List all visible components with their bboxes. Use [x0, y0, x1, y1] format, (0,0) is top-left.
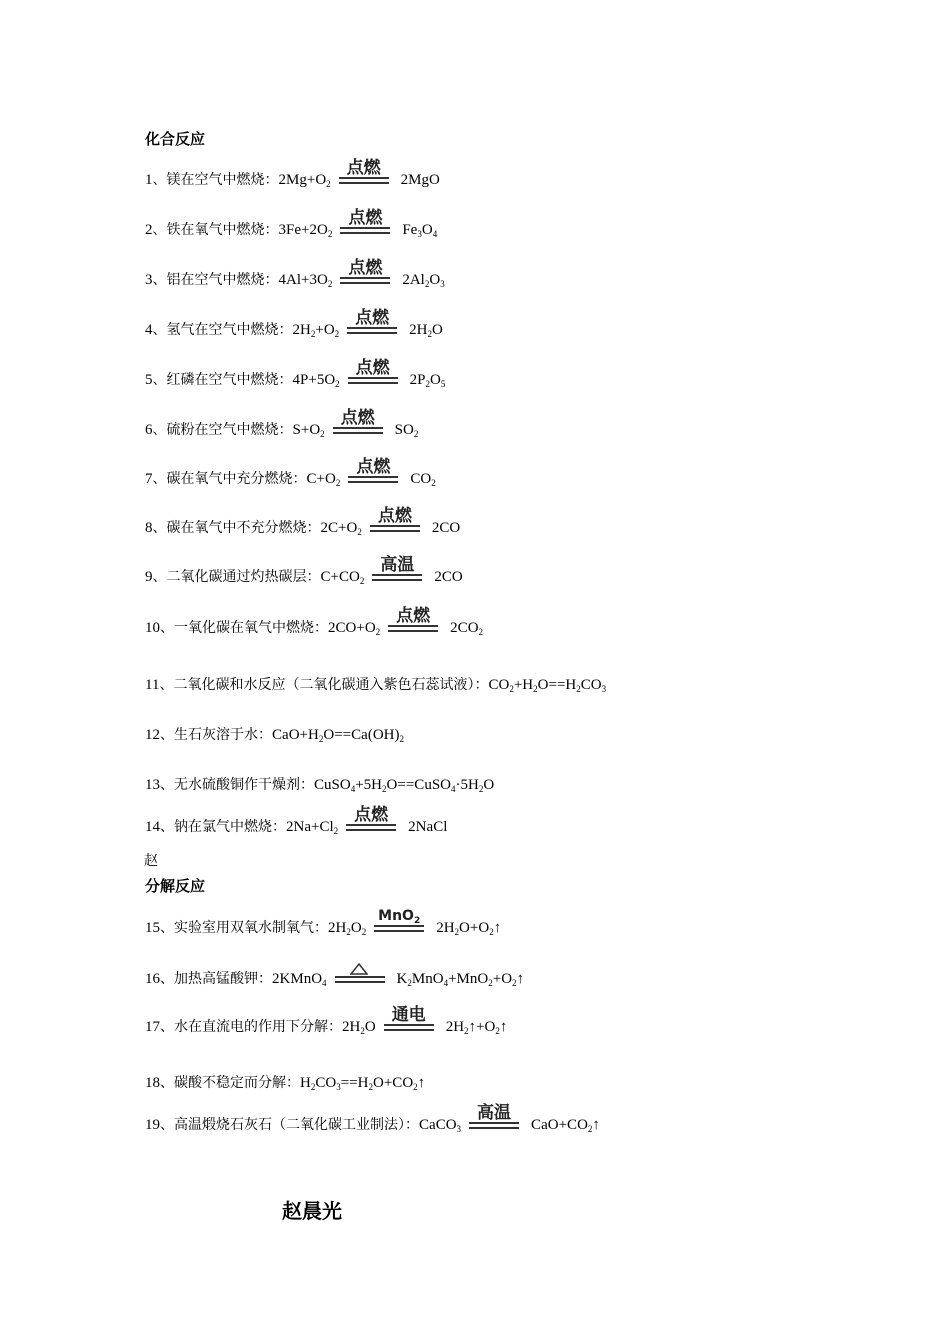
- equation-description: 铁在氧气中燃烧：: [166, 222, 279, 238]
- equation-reactants: $CaO+H_2O==Ca(OH)_2$: [272, 727, 404, 744]
- equation-line: 8、碳在氧气中不充分燃烧：$2C+O_2$ 点燃 2CO: [145, 506, 461, 537]
- equals-bars: [370, 525, 420, 532]
- equation-reactants: $S+O_2$: [292, 422, 325, 439]
- equation-line: 14、钠在氯气中燃烧：$2Na+Cl_2$ 点燃 2NaCl: [145, 805, 448, 836]
- condition-label: 点燃: [348, 208, 383, 228]
- combination-heading: 化合反应: [145, 130, 206, 148]
- equation-number: 14: [145, 819, 160, 835]
- equals-bars: [348, 377, 398, 384]
- equation-line: 13、无水硫酸铜作干燥剂：$CuSO_4+5H_2O==CuSO_4\cdot 5H_2O$: [145, 777, 495, 794]
- equation-reactants: $2Na+Cl_2$: [286, 819, 339, 836]
- equation-line: 18、碳酸不稳定而分解：$H_2CO_3==H_2O+CO_2↑$: [145, 1075, 426, 1092]
- condition-label: 通电: [391, 1005, 426, 1025]
- equation-line: 11、二氧化碳和水反应（二氧化碳通入紫色石蕊试液）：$CO_2+H_2O==H_2CO_3$: [145, 677, 607, 694]
- equation-description: 氢气在空气中燃烧：: [166, 322, 293, 338]
- equation-description: 硫粉在空气中燃烧：: [166, 422, 293, 438]
- condition-label: 点燃: [348, 258, 383, 278]
- equation-reactants: $2H_2+O_2$: [292, 322, 340, 339]
- equals-bars: [388, 625, 438, 632]
- equals-bars: [346, 824, 396, 831]
- reaction-condition: [467, 1103, 521, 1135]
- equation-description: 实验室用双氧水制氧气：: [174, 920, 328, 936]
- equation-line: 7、碳在氧气中充分燃烧：$C+O_2$ 点燃 $CO_2$: [145, 457, 436, 488]
- equals-bars: [340, 277, 390, 284]
- equation-description: 镁在空气中燃烧：: [166, 172, 279, 188]
- condition-label: 点燃: [346, 158, 381, 178]
- equation-reactants: $2Mg+O_2$: [278, 172, 331, 189]
- equation-number: 4: [145, 322, 153, 338]
- equation-description: 无水硫酸铜作干燥剂：: [174, 777, 314, 793]
- equation-line: 3、铝在空气中燃烧：$4Al+3O_2$ 点燃 $2Al_2O_3$: [145, 258, 445, 289]
- equation-reactants: CaCO$_3$: [419, 1117, 462, 1134]
- equation-number: 2: [145, 222, 153, 238]
- condition-label: 点燃: [396, 606, 431, 626]
- reaction-condition: [338, 258, 392, 290]
- equation-products: 2MgO: [400, 172, 440, 188]
- equation-description: 碳酸不稳定而分解：: [174, 1075, 300, 1091]
- equation-line: 16、加热高锰酸钾：2KMnO$_4$ $K_2MnO_4+MnO_2+O_2↑$: [145, 969, 524, 989]
- equation-products: $CaO+CO_2↑$: [531, 1117, 600, 1134]
- equation-number: 1: [145, 172, 153, 188]
- equals-bars: [340, 227, 390, 234]
- reaction-condition: [331, 408, 385, 440]
- equation-reactants: $H_2CO_3==H_2O+CO_2↑$: [300, 1075, 426, 1092]
- reaction-condition: [346, 358, 400, 390]
- equation-number: 11: [145, 677, 160, 693]
- equation-description: 铝在空气中燃烧：: [166, 272, 279, 288]
- equation-number: 9: [145, 569, 153, 585]
- equation-description: 生石灰溶于水：: [174, 727, 272, 743]
- equals-bars: [333, 427, 383, 434]
- equation-line: 17、水在直流电的作用下分解：$2H_2O$ 通电 $2H_2↑+O_2↑$: [145, 1005, 508, 1036]
- equation-products: $2P_2O_5$: [409, 372, 446, 389]
- equation-reactants: 2KMnO$_4$: [272, 971, 327, 988]
- equation-line: 15、实验室用双氧水制氧气：$2H_2O_2$ MnO$_2$ $2H_2O+O_2↑$: [145, 908, 502, 937]
- reaction-condition: [368, 506, 422, 538]
- equation-products: $2H_2O+O_2↑$: [436, 920, 502, 937]
- reaction-condition: [372, 908, 426, 938]
- equation-reactants: $4P+5O_2$: [292, 372, 340, 389]
- equation-line: 12、生石灰溶于水：$CaO+H_2O==Ca(OH)_2$: [145, 727, 404, 744]
- reaction-condition: [338, 208, 392, 240]
- reaction-condition: [382, 1005, 436, 1037]
- equation-reactants: $C+O_2$: [306, 471, 341, 488]
- equation-products: $2CO_2$: [450, 620, 484, 637]
- equation-number: 12: [145, 727, 160, 743]
- reaction-condition: [345, 308, 399, 340]
- equation-description: 二氧化碳通过灼热碳层：: [166, 569, 321, 585]
- equation-description: 加热高锰酸钾：: [174, 971, 272, 987]
- equation-description: 水在直流电的作用下分解：: [174, 1019, 342, 1035]
- equation-line: 6、硫粉在空气中燃烧：$S+O_2$ 点燃 $SO_2$: [145, 408, 419, 439]
- equation-products: $Fe_3O_4$: [402, 222, 438, 239]
- equation-products: $CO_2$: [410, 471, 436, 488]
- condition-label: 点燃: [355, 358, 390, 378]
- equation-reactants: $2CO+O_2$: [328, 620, 381, 637]
- equals-bars: [374, 925, 424, 932]
- reaction-condition: [346, 457, 400, 489]
- equation-line: 9、二氧化碳通过灼热碳层：$C+CO_2$ 高温 2CO: [145, 555, 463, 586]
- equation-reactants: $CO_2+H_2O==H_2CO_3$: [488, 677, 607, 694]
- equation-description: 高温煅烧石灰石（二氧化碳工业制法）：: [174, 1117, 419, 1133]
- author-name: 赵晨光: [282, 1199, 342, 1223]
- equation-line: 4、氢气在空气中燃烧：$2H_2+O_2$ 点燃 $2H_2O$: [145, 308, 443, 339]
- equation-description: 碳在氧气中不充分燃烧：: [166, 520, 321, 536]
- reaction-condition: [370, 555, 424, 587]
- equation-number: 5: [145, 372, 153, 388]
- condition-label: MnO$_2$: [378, 908, 421, 926]
- equation-number: 16: [145, 971, 160, 987]
- signature-char: 赵: [144, 853, 158, 869]
- equals-bars: [347, 327, 397, 334]
- equals-bars: [372, 574, 422, 581]
- equation-products: 2CO: [434, 569, 463, 585]
- equation-number: 6: [145, 422, 153, 438]
- condition-label: 点燃: [356, 457, 391, 477]
- reaction-condition: [333, 969, 387, 989]
- condition-label: 点燃: [355, 308, 390, 328]
- decomposition-heading: 分解反应: [145, 877, 206, 895]
- reaction-condition: [344, 805, 398, 837]
- condition-label: 点燃: [340, 408, 375, 428]
- condition-label: 高温: [380, 555, 415, 575]
- equation-description: 二氧化碳和水反应（二氧化碳通入紫色石蕊试液）：: [173, 677, 489, 693]
- equals-bars: [335, 976, 385, 983]
- equals-bars: [339, 177, 389, 184]
- equation-line: 2、铁在氧气中燃烧：$3Fe+2O_2$ 点燃 $Fe_3O_4$: [145, 208, 438, 239]
- equals-bars: [469, 1122, 519, 1129]
- equation-products: $K_2MnO_4+MnO_2+O_2↑$: [396, 971, 525, 988]
- equation-number: 3: [145, 272, 153, 288]
- equation-number: 18: [145, 1075, 160, 1091]
- equation-number: 19: [145, 1117, 160, 1133]
- condition-label: 高温: [477, 1103, 512, 1123]
- equation-line: 5、红磷在空气中燃烧：$4P+5O_2$ 点燃 $2P_2O_5$: [145, 358, 446, 389]
- equation-line: 1、镁在空气中燃烧：$2Mg+O_2$ 点燃 2MgO: [145, 158, 440, 189]
- equation-description: 一氧化碳在氧气中燃烧：: [174, 620, 328, 636]
- equation-products: $SO_2$: [394, 422, 419, 439]
- equation-products: 2CO: [431, 520, 461, 536]
- equation-number: 7: [145, 471, 153, 487]
- equation-number: 15: [145, 920, 160, 936]
- reaction-condition: [337, 158, 391, 190]
- equation-number: 10: [145, 620, 160, 636]
- equation-reactants: $C+CO_2$: [320, 569, 365, 586]
- equation-reactants: $4Al+3O_2$: [278, 272, 333, 289]
- reaction-condition: [386, 606, 440, 638]
- equation-reactants: $2C+O_2$: [320, 520, 362, 537]
- heat-triangle-icon: [350, 963, 368, 975]
- equation-products: $2H_2O$: [409, 322, 443, 339]
- equation-products: 2NaCl: [408, 819, 448, 835]
- equation-description: 碳在氧气中充分燃烧：: [166, 471, 307, 487]
- equation-reactants: $2H_2O_2$: [328, 920, 367, 937]
- equation-reactants: $3Fe+2O_2$: [278, 222, 333, 239]
- equation-line: 19、高温煅烧石灰石（二氧化碳工业制法）：CaCO$_3$ 高温 $CaO+CO_2↑$: [145, 1103, 600, 1134]
- equation-products: $2H_2↑+O_2↑$: [445, 1019, 508, 1036]
- equation-line: 10、一氧化碳在氧气中燃烧：$2CO+O_2$ 点燃 $2CO_2$: [145, 606, 484, 637]
- condition-label: 点燃: [377, 506, 412, 526]
- equation-reactants: $2H_2O$: [342, 1019, 376, 1036]
- equation-description: 红磷在空气中燃烧：: [166, 372, 293, 388]
- equation-reactants: $CuSO_4+5H_2O==CuSO_4\cdot 5H_2O$: [314, 777, 495, 794]
- equation-description: 钠在氯气中燃烧：: [174, 819, 286, 835]
- equation-number: 17: [145, 1019, 160, 1035]
- equals-bars: [348, 476, 398, 483]
- equation-number: 8: [145, 520, 153, 536]
- equation-number: 13: [145, 777, 160, 793]
- equation-products: $2Al_2O_3$: [402, 272, 445, 289]
- equals-bars: [384, 1024, 434, 1031]
- condition-label: 点燃: [354, 805, 389, 825]
